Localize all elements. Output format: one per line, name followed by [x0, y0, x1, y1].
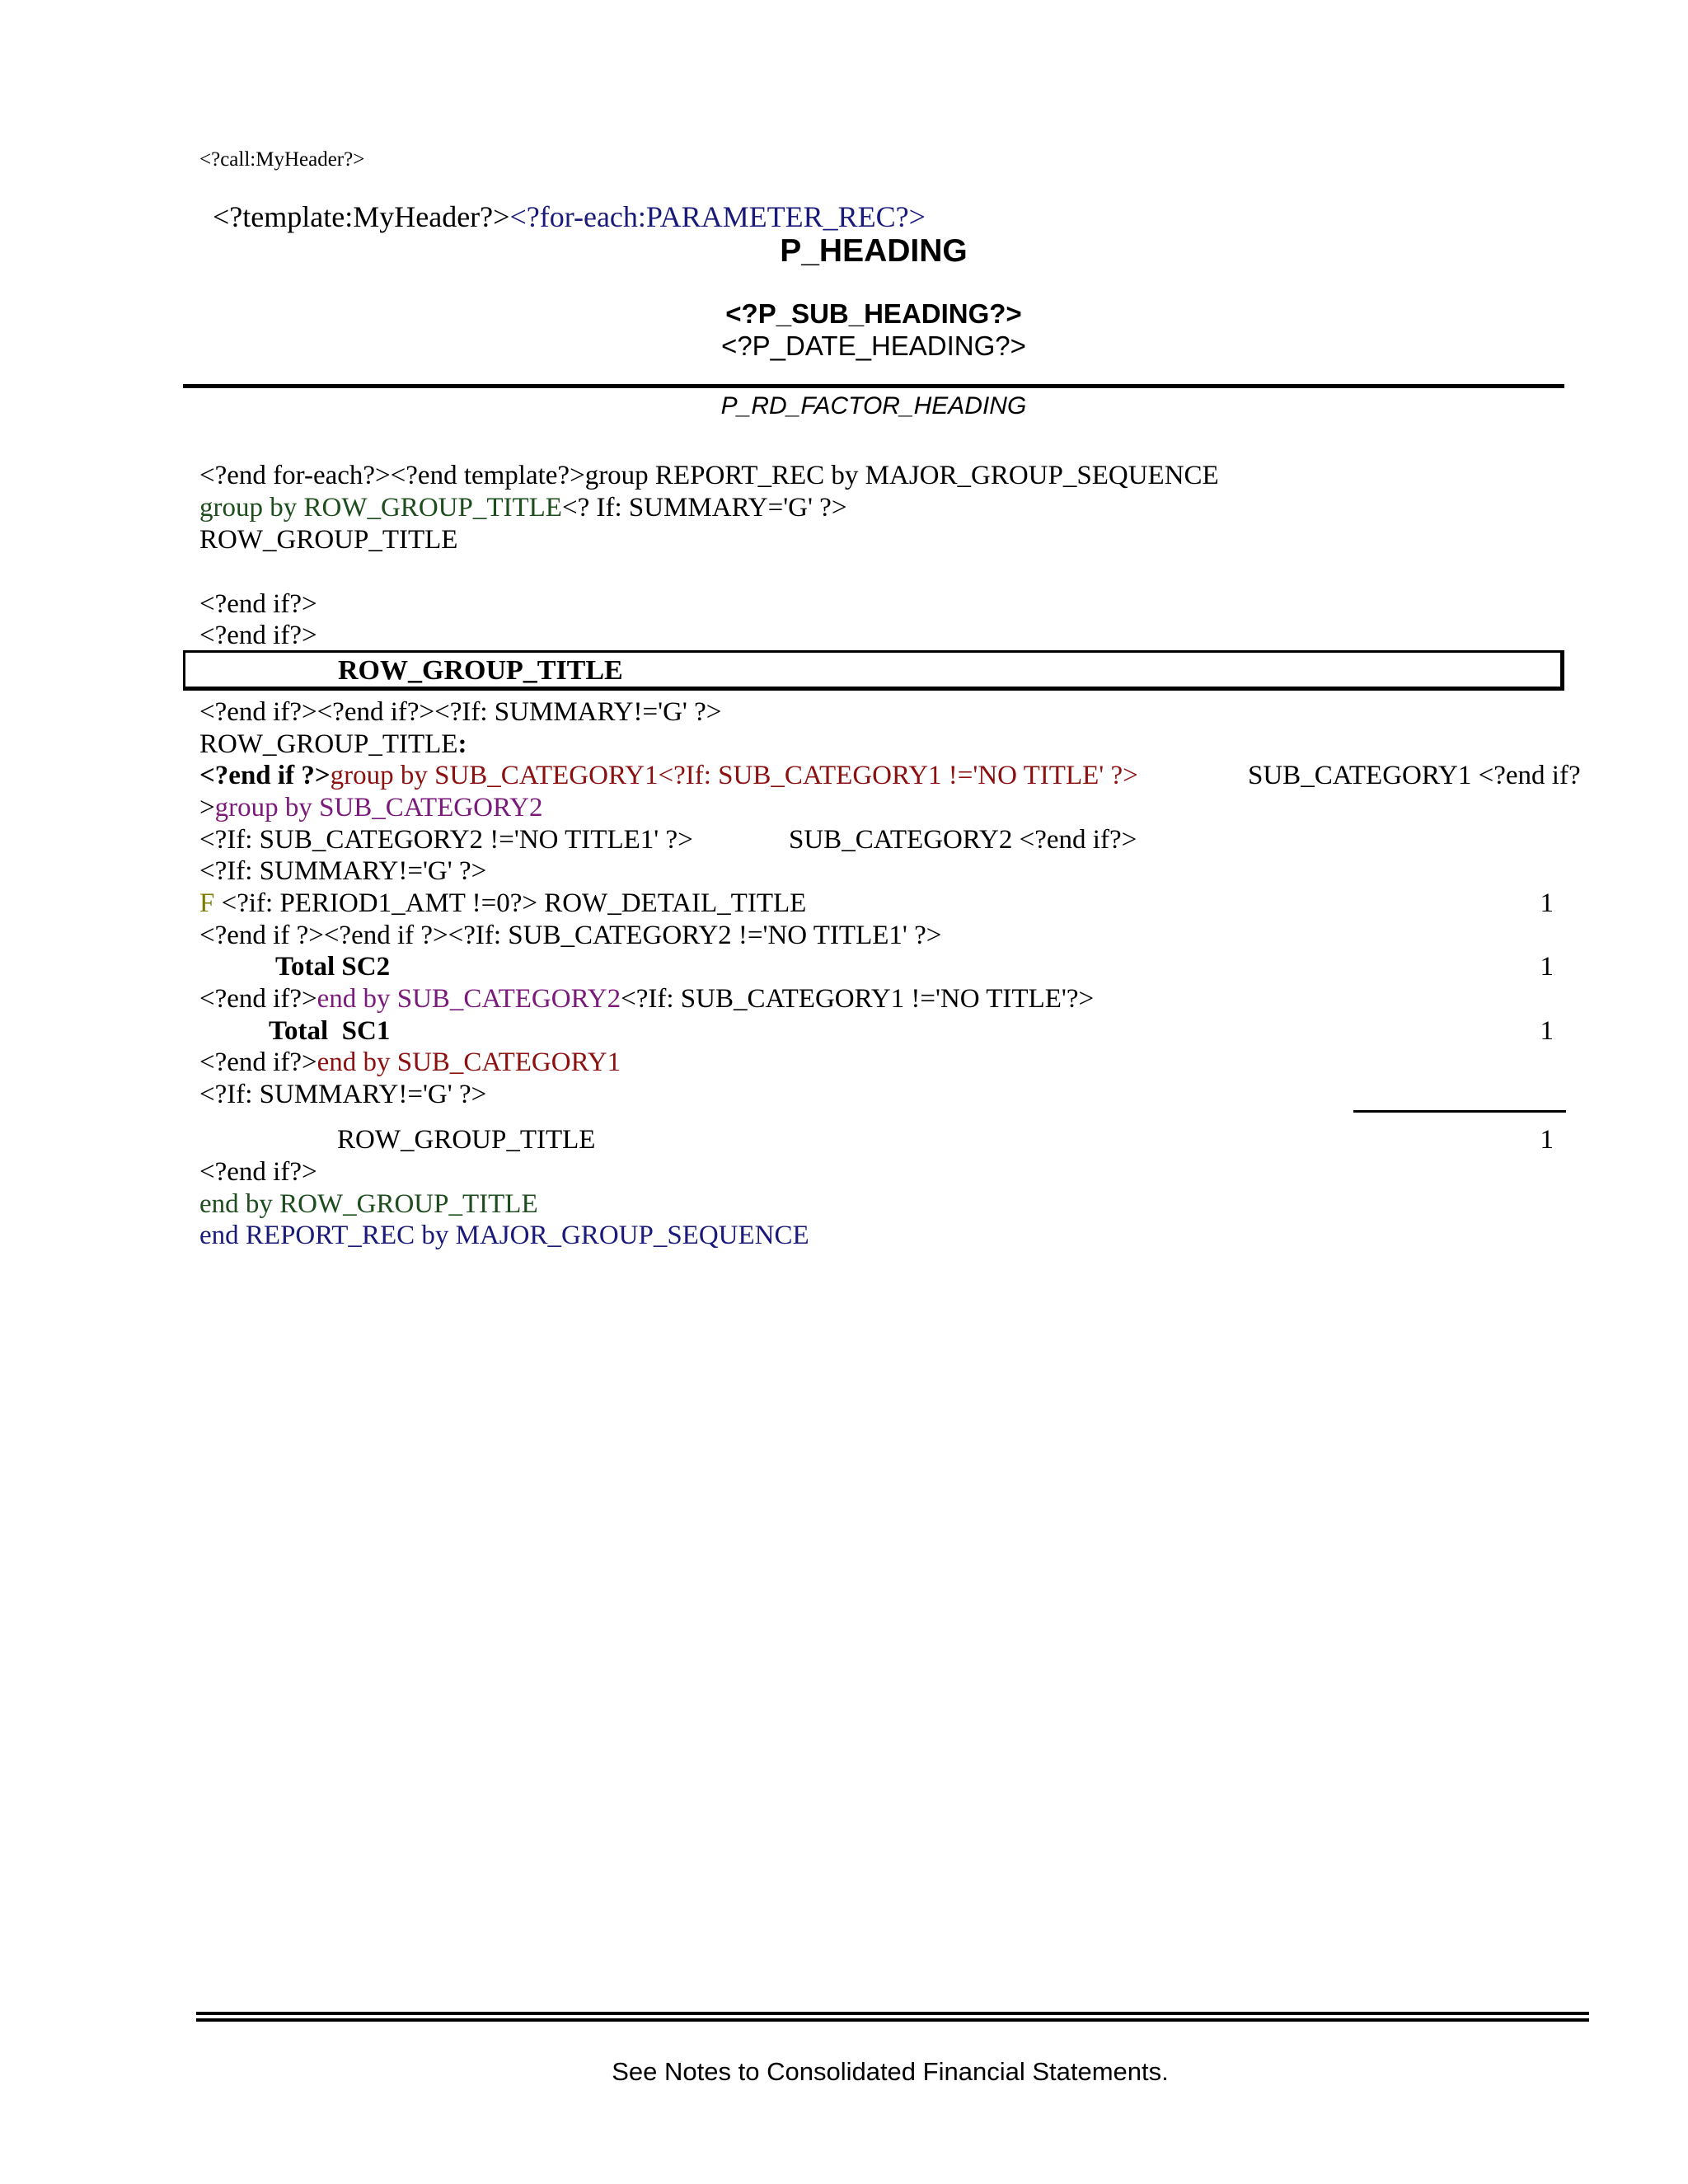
form-field-marker: F — [199, 888, 215, 918]
row-group-title-label: ROW_GROUP_TITLE — [199, 729, 458, 759]
subtotal-underline — [1353, 1110, 1566, 1113]
colon: : — [457, 729, 467, 759]
date-heading: <?P_DATE_HEADING?> — [721, 330, 1026, 361]
for-each-tag: <?for-each:PARAMETER_REC?> — [509, 200, 926, 233]
group-row-title-line — [199, 492, 846, 524]
end-if-line: <?end if?> — [199, 621, 317, 650]
sub-category1-if-tag: <?If: SUB_CATEGORY1 !='NO TITLE'?> — [621, 984, 1095, 1014]
total-sc2-amount: 1 — [1540, 952, 1554, 982]
page-heading: P_HEADING — [780, 233, 968, 269]
group-by-row-title: group by ROW_GROUP_TITLE — [199, 493, 562, 523]
boxed-row-group-title: ROW_GROUP_TITLE — [338, 655, 623, 686]
footer-notes: See Notes to Consolidated Financial Statements. — [612, 2057, 1169, 2086]
end-sub-category1-line — [199, 1047, 621, 1079]
group-by-sub-category2: group by SUB_CATEGORY2 — [214, 793, 543, 823]
total-sc2-label: Total SC2 — [275, 952, 391, 982]
end-if-sub-category2-line: <?end if ?><?end if ?><?If: SUB_CATEGORY2 !='NO TITLE1' ?> — [199, 921, 942, 950]
end-if-bold-tag: <?end if ?> — [199, 761, 331, 790]
footer-rule-bottom — [196, 2018, 1589, 2022]
detail-amount: 1 — [1540, 888, 1554, 918]
end-report-rec-line: end REPORT_REC by MAJOR_GROUP_SEQUENCE — [199, 1221, 809, 1250]
summary-not-g-line: <?If: SUMMARY!='G' ?> — [199, 856, 487, 886]
group-report-rec-line: <?end for-each?><?end template?>group REPORT_REC by MAJOR_GROUP_SEQUENCE — [199, 461, 1219, 490]
row-group-title-colon-line — [199, 729, 467, 761]
end-if-line: <?end if?> — [199, 589, 317, 619]
total-sc1-label: Total SC1 — [269, 1016, 391, 1046]
sub-category2-if-line: <?If: SUB_CATEGORY2 !='NO TITLE1' ?> — [199, 825, 693, 855]
total-sc1-amount: 1 — [1540, 1016, 1554, 1046]
bracket-close: > — [199, 793, 215, 823]
row-group-title-text: ROW_GROUP_TITLE — [199, 525, 458, 555]
sub-category2-group-line — [199, 792, 543, 824]
period-amount-if: <?if: PERIOD1_AMT !=0?> ROW_DETAIL_TITLE — [214, 888, 807, 918]
template-header-line — [213, 199, 926, 234]
end-by-sub-category1: end by SUB_CATEGORY1 — [316, 1047, 621, 1077]
row-group-title-amount: 1 — [1540, 1125, 1554, 1155]
end-sub-category2-line — [199, 983, 1094, 1015]
template-start-tag: <?template:MyHeader?> — [213, 200, 510, 233]
rd-factor-heading: P_RD_FACTOR_HEADING — [720, 392, 1027, 419]
summary-not-g-line: <?end if?><?end if?><?If: SUMMARY!='G' ?> — [199, 697, 722, 727]
heading-divider — [183, 384, 1564, 388]
sub-category1-field: SUB_CATEGORY1 <?end if? — [1248, 761, 1581, 790]
sub-category2-field: SUB_CATEGORY2 <?end if?> — [789, 825, 1137, 855]
end-if-tag: <?end if?> — [199, 1047, 317, 1077]
footer-rule-top — [196, 2012, 1589, 2015]
summary-not-g-line: <?If: SUMMARY!='G' ?> — [199, 1080, 487, 1109]
summary-if-tag: <? If: SUMMARY='G' ?> — [561, 493, 847, 523]
group-by-sub-category1: group by SUB_CATEGORY1<?If: SUB_CATEGORY1 !='NO TITLE' ?> — [330, 761, 1138, 790]
end-by-row-group-title: end by ROW_GROUP_TITLE — [199, 1189, 538, 1219]
row-group-title-box — [183, 650, 1564, 691]
sub-heading: <?P_SUB_HEADING?> — [725, 298, 1022, 329]
end-by-sub-category2: end by SUB_CATEGORY2 — [316, 984, 621, 1014]
end-if-tag: <?end if?> — [199, 984, 317, 1014]
end-if-line: <?end if?> — [199, 1157, 317, 1187]
call-header-tag: <?call:MyHeader?> — [199, 148, 365, 171]
period-amount-detail-line — [199, 888, 806, 920]
sub-category1-group-line — [199, 760, 1138, 792]
row-group-title-total-label: ROW_GROUP_TITLE — [337, 1125, 596, 1155]
